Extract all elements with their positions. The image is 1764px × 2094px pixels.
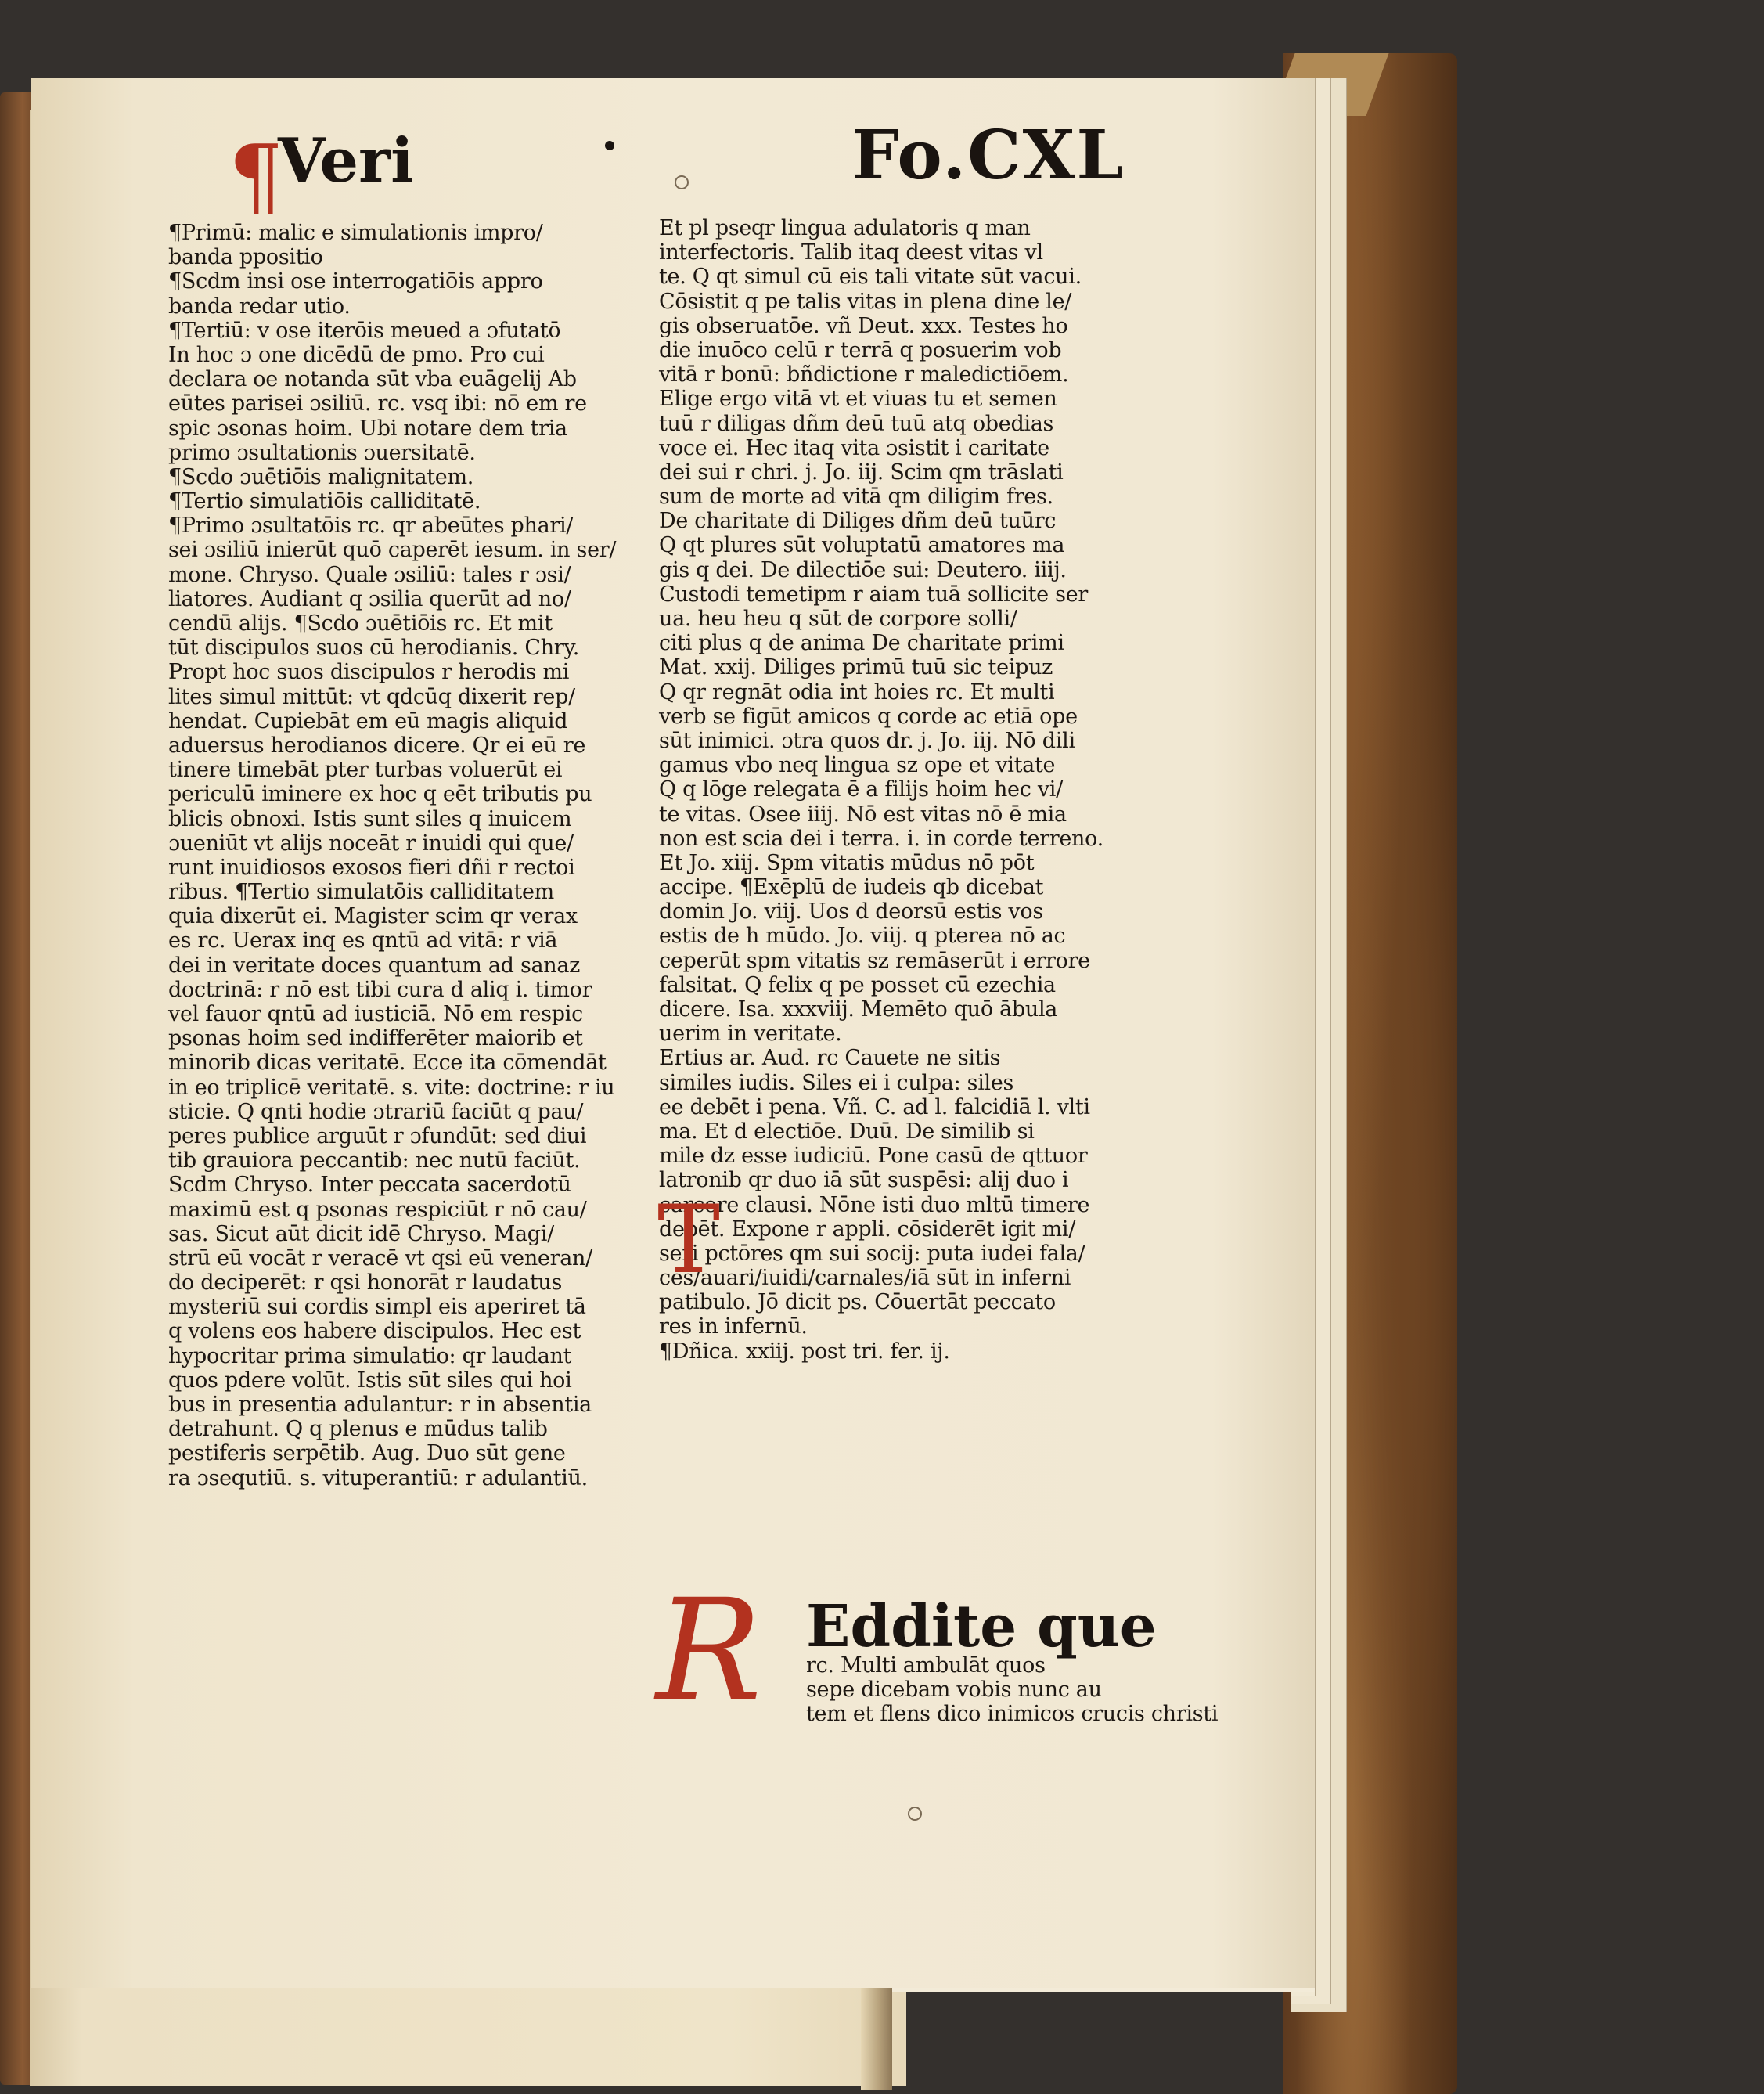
text-line: mile dz esse iudiciū. Pone casū de qttuor: [659, 1144, 1088, 1169]
text-line: sepe dicebam vobis nunc au: [806, 1678, 1102, 1703]
text-line: sticie. Q qnti hodie ɔtrariū faciūt q pau/: [168, 1099, 584, 1124]
text-line: dei sui r chri. j. Jo. iij. Scim qm trāslati: [659, 460, 1064, 485]
text-line: q volens eos habere discipulos. Hec est: [168, 1319, 581, 1344]
text-line: primo ɔsultationis ɔuersitatē.: [168, 440, 476, 465]
text-line: te. Q qt simul cū eis tali vitate sūt vacui.: [659, 265, 1082, 290]
text-line: Elige ergo vitā vt et viuas tu et semen: [659, 387, 1057, 412]
text-line: Q qr regnāt odia int hoies rc. Et multi: [659, 679, 1055, 705]
text-line: in eo triplicē veritatē. s. vite: doctrine: r iu: [168, 1075, 615, 1100]
text-line: ¶Tertio simulatiōis calliditatē.: [168, 489, 481, 514]
text-line: psonas hoim sed indifferēter maiorib et: [168, 1026, 583, 1051]
text-line: te vitas. Osee iiij. Nō est vitas nō ē mia: [659, 802, 1067, 827]
text-line: liatores. Audiant q ɔsilia querūt ad no/: [168, 586, 571, 611]
text-line: spic ɔsonas hoim. Ubi notare dem tria: [168, 416, 567, 441]
text-line: Et pl pseqr lingua adulatoris q man: [659, 216, 1031, 240]
text-line: tūt discipulos suos cū herodianis. Chry.: [168, 636, 580, 661]
text-line: sei ɔsiliū inierūt quō caperēt iesum. in ser/: [168, 538, 617, 563]
text-line: seri pctōres qm sui socij: puta iudei fala/: [659, 1241, 1085, 1266]
right-text-column: [659, 216, 1103, 1364]
text-line: dei in veritate doces quantum ad sanaz: [168, 953, 581, 978]
text-line: declara oe notanda sūt vba euāgelij Ab: [168, 367, 577, 392]
left-text-column: [168, 221, 616, 1490]
text-line: sum de morte ad vitā qm diligim fres.: [659, 485, 1053, 510]
text-line: banda ppositio: [168, 245, 323, 270]
text-line: debēt. Expone r appli. cōsiderēt igit mi/: [659, 1216, 1076, 1242]
text-line: Custodi temetipm r aiam tuā sollicite ser: [659, 582, 1088, 607]
text-line: Q qt plures sūt voluptatū amatores ma: [659, 533, 1065, 558]
text-line: vel fauor qntū ad iusticiā. Nō em respic: [168, 1002, 583, 1026]
text-line: quia dixerūt ei. Magister scim qr verax: [168, 904, 578, 929]
incipit-lines: [806, 1653, 1218, 1727]
text-line: cendū alijs. ¶Scdo ɔuētiōis rc. Et mit: [168, 611, 553, 636]
text-line: accipe. ¶Exēplū de iudeis qb dicebat: [659, 875, 1044, 900]
text-line: ee debēt i pena. Vñ. C. ad l. falcidiā l. vlti: [659, 1094, 1090, 1119]
text-line: Cōsistit q pe talis vitas in plena dine le/: [659, 289, 1072, 314]
header-dot: [605, 141, 614, 150]
text-line: ¶Primū: malic e simulationis impro/: [168, 221, 543, 245]
text-line: es rc. Uerax inq es qntū ad vitā: r viā: [168, 928, 558, 953]
text-line: tuū r diligas dñm deū tuū atq obedias: [659, 411, 1054, 436]
text-line: citi plus q de anima De charitate primi: [659, 631, 1064, 656]
pinhole: [675, 175, 689, 189]
incipit-word: Eddite que: [806, 1593, 1157, 1660]
text-line: do deciperēt: r qsi honorāt r laudatus: [168, 1270, 563, 1296]
text-line: mone. Chryso. Quale ɔsiliū: tales r ɔsi/: [168, 562, 571, 587]
text-line: Mat. xxij. Diliges primū tuū sic teipuz: [659, 655, 1053, 680]
text-line: peres publice arguūt r ɔfundūt: sed diui: [168, 1123, 587, 1148]
text-line: tib grauiora peccantib: nec nutū faciūt.: [168, 1148, 581, 1173]
text-line: gis obseruatōe. vñ Deut. xxx. Testes ho: [659, 313, 1068, 338]
text-line: Ertius ar. Aud. rc Cauete ne sitis: [659, 1046, 1001, 1071]
text-line: ¶Primo ɔsultatōis rc. qr abeūtes phari/: [168, 514, 574, 539]
text-line: sas. Sicut aūt dicit idē Chryso. Magi/: [168, 1221, 554, 1246]
text-line: minorib dicas veritatē. Ecce ita cōmendāt: [168, 1051, 607, 1076]
text-line: bus in presentia adulantur: r in absentia: [168, 1393, 592, 1417]
text-line: dicere. Isa. xxxviij. Memēto quō ābula: [659, 997, 1058, 1022]
text-line: sūt inimici. ɔtra quos dr. j. Jo. iij. Nō dili: [659, 728, 1075, 753]
section-initial: T: [657, 1186, 721, 1295]
text-line: uerim in veritate.: [659, 1022, 842, 1047]
text-line: similes iudis. Siles ei i culpa: siles: [659, 1070, 1014, 1095]
text-line: verb se figūt amicos q corde ac etiā ope: [659, 704, 1078, 729]
text-line: doctrinā: r nō est tibi cura d aliq i. timor: [168, 977, 592, 1002]
text-line: voce ei. Hec itaq vita ɔsistit i caritate: [659, 435, 1049, 460]
text-line: Propt hoc suos discipulos r herodis mi: [168, 660, 570, 685]
text-line: maximū est q psonas respiciūt r nō cau/: [168, 1197, 587, 1222]
text-line: De charitate di Diliges dñm deū tuūrc: [659, 509, 1057, 534]
text-line: patibulo. Jō dicit ps. Cōuertāt peccato: [659, 1290, 1056, 1315]
text-line: hypocritar prima simulatio: qr laudant: [168, 1343, 572, 1368]
text-line: Scdm Chryso. Inter peccata sacerdotū: [168, 1173, 571, 1198]
text-line: lites simul mittūt: vt qdcūq dixerit rep/: [168, 684, 575, 709]
text-line: ¶Scdm insi ose interrogatiōis appro: [168, 269, 543, 294]
text-line: falsitat. Q felix q pe posset cū ezechia: [659, 972, 1056, 997]
folio-number: Fo.CXL: [851, 116, 1125, 195]
text-line: gamus vbo neq lingua sz ope et vitate: [659, 753, 1056, 778]
text-line: ¶Tertiū: v ose iterōis meued a ɔfutatō: [168, 318, 561, 343]
text-line: runt inuidiosos exosos fieri dñi r rectoi: [168, 855, 575, 880]
text-line: blicis obnoxi. Istis sunt siles q inuicem: [168, 806, 572, 831]
text-line: domin Jo. viij. Uos d deorsū estis vos: [659, 899, 1043, 924]
text-line: mysteriū sui cordis simpl eis aperiret tā: [168, 1295, 586, 1320]
text-line: ¶Dñica. xxiij. post tri. fer. ij.: [659, 1339, 950, 1364]
text-line: aduersus herodianos dicere. Qr ei eū re: [168, 733, 585, 758]
text-line: interfectoris. Talib itaq deest vitas vl: [659, 240, 1043, 265]
text-line: periculū iminere ex hoc q eēt tributis pu: [168, 782, 592, 807]
text-line: Et Jo. xiij. Spm vitatis mūdus nō pōt: [659, 850, 1035, 875]
text-line: gis q dei. De dilectiōe sui: Deutero. iiij.: [659, 557, 1067, 582]
text-line: ces/auari/iuidi/carnales/iā sūt in inferni: [659, 1266, 1071, 1291]
text-line: ceperūt spm vitatis sz remāserūt i errore: [659, 948, 1090, 973]
text-line: strū eū vocāt r veracē vt qsi eū veneran/: [168, 1245, 592, 1270]
text-line: tinere timebāt pter turbas voluerūt ei: [168, 758, 563, 783]
text-line: In hoc ɔ one dicēdū de pmo. Pro cui: [168, 342, 545, 367]
text-line: ɔueniūt vt alijs noceāt r inuidi qui que/: [168, 831, 574, 856]
text-line: quos pdere volūt. Istis sūt siles qui hoi: [168, 1368, 572, 1393]
text-line: ribus. ¶Tertio simulatōis calliditatem: [168, 880, 554, 905]
text-line: ra ɔsequtiū. s. vituperantiū: r adulantiū.: [168, 1465, 588, 1490]
text-line: banda redar utio.: [168, 294, 351, 319]
text-line: Q q lōge relegata ē a filijs hoim hec vi/: [659, 777, 1063, 802]
text-line: ma. Et d electiōe. Duū. De similib si: [659, 1119, 1035, 1144]
text-line: carcere clausi. Nōne isti duo mltū timere: [659, 1192, 1090, 1217]
pinhole: [908, 1807, 922, 1821]
text-line: vitā r bonū: bñdictione r maledictiōem.: [659, 362, 1069, 387]
text-line: tem et flens dico inimicos crucis christi: [806, 1702, 1219, 1727]
text-line: eūtes parisei ɔsiliū. rc. vsq ibi: nō em re: [168, 391, 587, 416]
text-line: non est scia dei i terra. i. in corde terreno.: [659, 826, 1103, 851]
text-line: pestiferis serpētib. Aug. Duo sūt gene: [168, 1441, 566, 1466]
text-line: hendat. Cupiebāt em eū magis aliquid: [168, 708, 568, 733]
text-line: latronib qr duo iā sūt suspēsi: alij duo i: [659, 1168, 1069, 1193]
text-line: estis de h mūdo. Jo. viij. q pterea nō ac: [659, 924, 1066, 949]
text-line: die inuōco celū r terrā q posuerim vob: [659, 337, 1062, 362]
running-head-left: Veri: [278, 125, 414, 196]
header-rubric-mark: ¶: [229, 126, 283, 226]
text-line: rc. Multi ambulāt quos: [806, 1653, 1046, 1678]
text-line: ua. heu heu q sūt de corpore solli/: [659, 607, 1017, 631]
text-line: detrahunt. Q q plenus e mūdus talib: [168, 1417, 548, 1442]
drop-capital: R: [656, 1570, 762, 1733]
text-line: res in infernū.: [659, 1314, 808, 1339]
text-line: ¶Scdo ɔuētiōis malignitatem.: [168, 464, 474, 489]
